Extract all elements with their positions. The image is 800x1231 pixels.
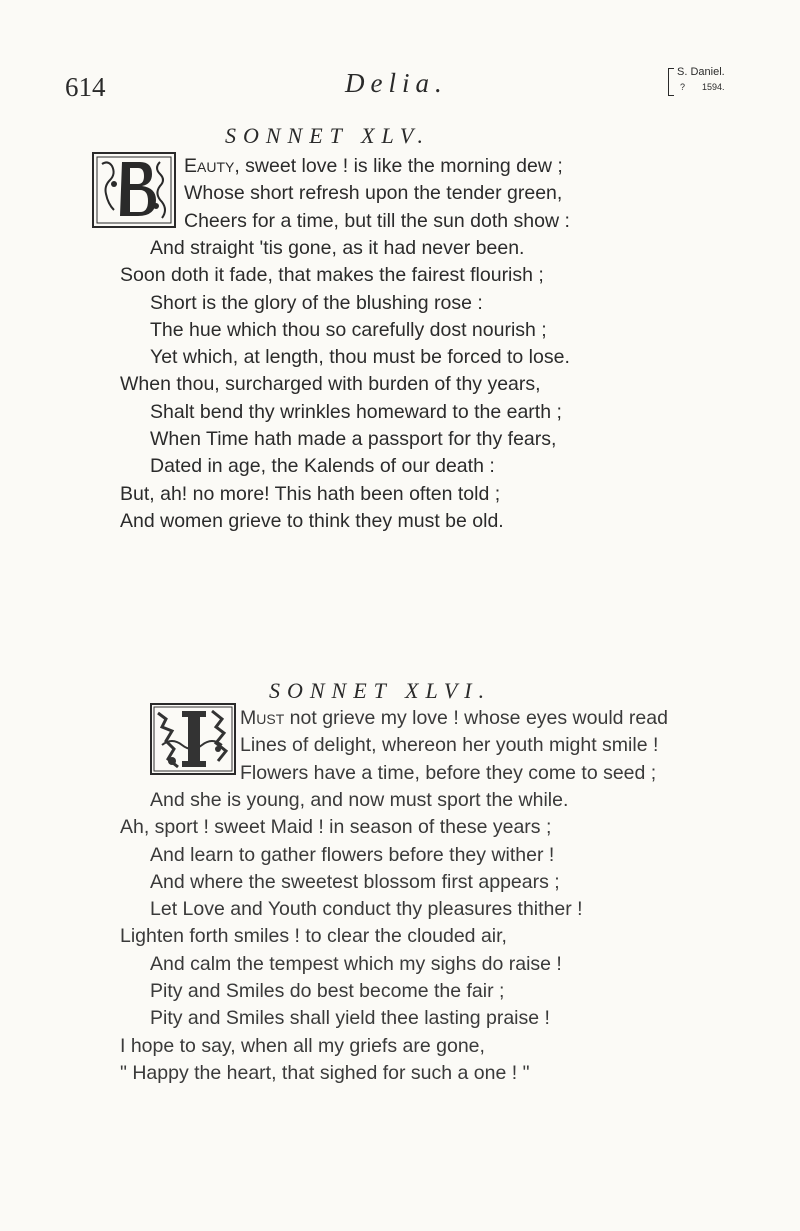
poem-line: And where the sweetest blossom first appears ; (150, 870, 560, 893)
poem-line: Short is the glory of the blushing rose : (150, 291, 483, 314)
ornamental-dropcap (150, 703, 236, 775)
poem-line: Dated in age, the Kalends of our death : (150, 455, 495, 478)
poem-line: Pity and Smiles shall yield thee lasting praise ! (150, 1007, 550, 1030)
poem-line: And calm the tempest which my sighs do raise ! (150, 952, 562, 975)
poem-line: Ah, sport ! sweet Maid ! in season of these years ; (120, 816, 552, 839)
poem-line: And learn to gather flowers before they wither ! (150, 843, 555, 866)
ornamental-dropcap (92, 152, 176, 228)
poem-line: Shalt bend thy wrinkles homeward to the earth ; (150, 400, 562, 423)
poem-line: Cheers for a time, but till the sun doth show : (184, 209, 570, 232)
sonnet-title: SONNET XLV. (225, 123, 430, 148)
poem-line: Eauty, sweet love ! is like the morning dew ; (184, 155, 563, 177)
poem-line: Flowers have a time, before they come to seed ; (240, 761, 657, 784)
poem-line: The hue which thou so carefully dost nourish ; (150, 318, 547, 341)
poem-line: Yet which, at length, thou must be forced to lose. (150, 346, 570, 369)
poem-line: " Happy the heart, that sighed for such a one ! " (120, 1061, 530, 1084)
poem-line: Pity and Smiles do best become the fair ; (150, 980, 505, 1002)
side-note-author: S. Daniel. (677, 66, 725, 78)
poem-line: Must not grieve my love ! whose eyes would read (240, 707, 668, 729)
dropcap-i-ornament-icon (152, 705, 234, 773)
poem-line: Whose short refresh upon the tender green, (184, 182, 563, 205)
sonnet-title: SONNET XLVI. (269, 678, 492, 703)
poem-line: I hope to say, when all my griefs are gone, (120, 1034, 485, 1057)
poem-line: And she is young, and now must sport the while. (150, 788, 569, 811)
poem-line: And women grieve to think they must be old. (120, 509, 504, 532)
poem-line: When thou, surcharged with burden of thy years, (120, 373, 541, 396)
side-note-query: ? (680, 82, 686, 92)
running-head: Delia. (345, 68, 448, 98)
poem-line: Soon doth it fade, that makes the fairest flourish ; (120, 264, 544, 287)
dropcap-b-ornament-icon (94, 154, 174, 226)
poem-line: Lighten forth smiles ! to clear the clouded air, (120, 925, 507, 948)
poem-line: But, ah! no more! This hath been often told ; (120, 482, 501, 505)
poem-line: When Time hath made a passport for thy fears, (150, 428, 557, 450)
page-number: 614 (65, 72, 106, 102)
side-note-year: 1594. (702, 82, 725, 92)
side-note-bracket (668, 68, 674, 96)
side-note (668, 64, 736, 100)
poem-line: Lines of delight, whereon her youth might smile ! (240, 734, 659, 757)
poem-line: And straight 'tis gone, as it had never been. (150, 236, 525, 259)
poem-line: Let Love and Youth conduct thy pleasures thither ! (150, 898, 583, 921)
